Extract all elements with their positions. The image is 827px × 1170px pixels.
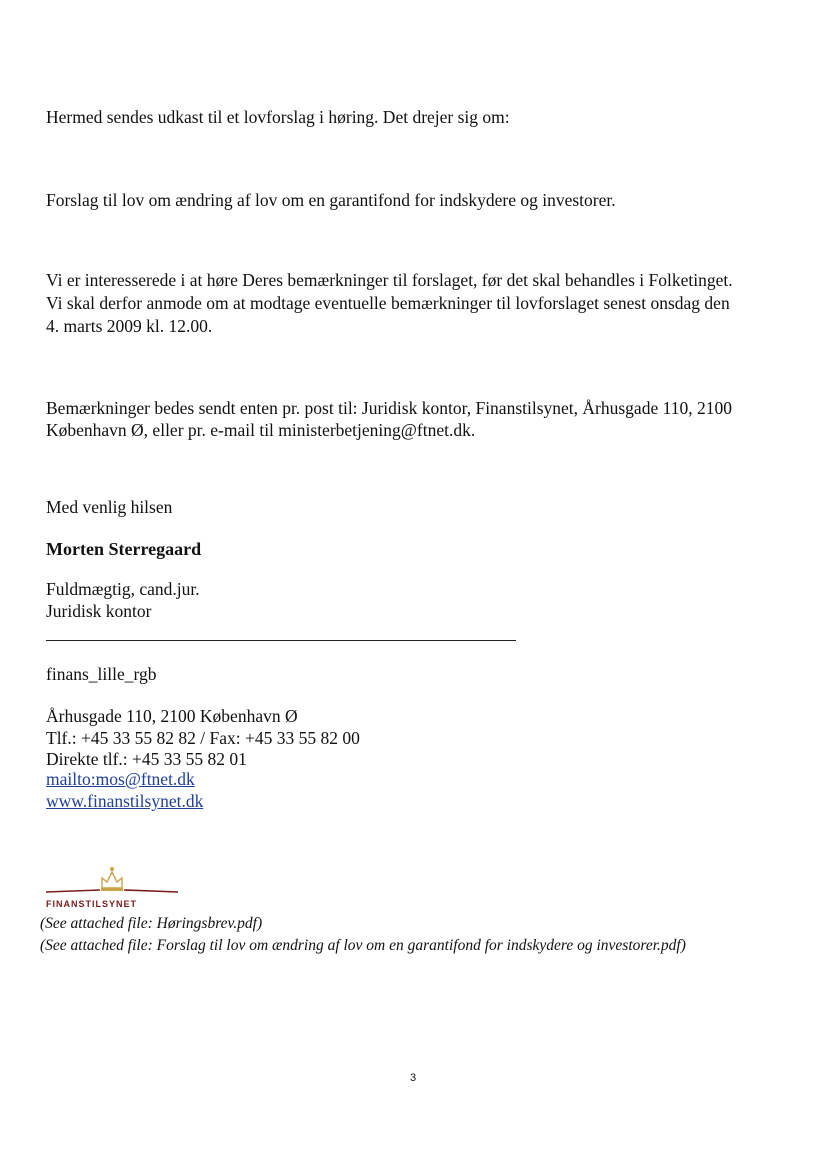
signer-department: Juridisk kontor bbox=[46, 601, 152, 621]
signature-divider bbox=[46, 640, 516, 641]
request-line-3: 4. marts 2009 kl. 12.00. bbox=[46, 316, 213, 336]
attachment-1[interactable]: (See attached file: Høringsbrev.pdf) bbox=[40, 915, 263, 932]
email-link[interactable]: mailto:mos@ftnet.dk bbox=[46, 769, 195, 789]
finanstilsynet-logo-text: FINANSTILSYNET bbox=[46, 899, 138, 909]
bill-title: Forslag til lov om ændring af lov om en garantifond for indskydere og investorer. bbox=[46, 190, 616, 210]
page-number: 3 bbox=[410, 1072, 417, 1084]
signature-phone-fax: Tlf.: +45 33 55 82 82 / Fax: +45 33 55 82 00 bbox=[46, 728, 360, 748]
letter-intro: Hermed sendes udkast til et lovforslag i høring. Det drejer sig om: bbox=[46, 107, 510, 127]
submission-line-2: København Ø, eller pr. e-mail til ministerbetjening@ftnet.dk. bbox=[46, 420, 476, 440]
signature-direct-phone: Direkte tlf.: +45 33 55 82 01 bbox=[46, 749, 247, 769]
request-line-2: Vi skal derfor anmode om at modtage eventuelle bemærkninger til lovforslaget senest onsdag den bbox=[46, 293, 730, 313]
attachment-2[interactable]: (See attached file: Forslag til lov om ændring af lov om en garantifond for indskydere og investorer.pdf) bbox=[40, 937, 686, 954]
signature-image-alt: finans_lille_rgb bbox=[46, 664, 157, 684]
submission-line-1: Bemærkninger bedes sendt enten pr. post til: Juridisk kontor, Finanstilsynet, Århusgade 110, 2100 bbox=[46, 398, 732, 418]
website-link[interactable]: www.finanstilsynet.dk bbox=[46, 791, 204, 811]
request-line-1: Vi er interesserede i at høre Deres bemærkninger til forslaget, før det skal behandles i Folketinget. bbox=[46, 270, 733, 290]
signer-name: Morten Sterregaard bbox=[46, 539, 202, 559]
signature-address: Århusgade 110, 2100 København Ø bbox=[46, 706, 298, 726]
closing-greeting: Med venlig hilsen bbox=[46, 497, 173, 517]
signer-title: Fuldmægtig, cand.jur. bbox=[46, 579, 200, 599]
